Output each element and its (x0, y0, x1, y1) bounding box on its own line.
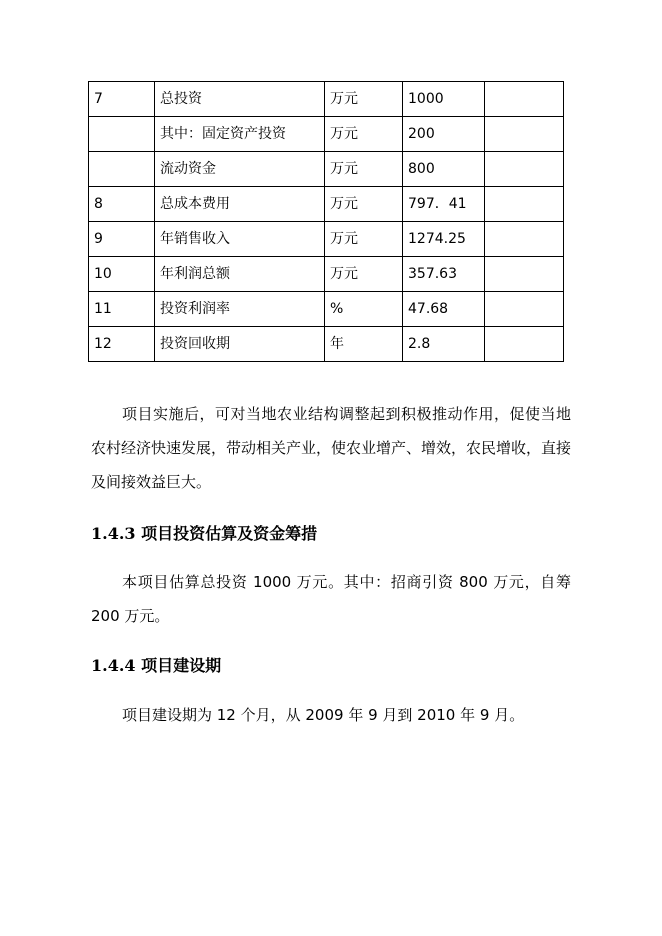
table-cell-item: 总成本费用 (155, 187, 325, 222)
table-cell-note (485, 327, 564, 362)
table-row (89, 187, 564, 222)
section-heading-construction-period: 1.4.4 项目建设期 (91, 656, 222, 675)
table-cell-note (485, 82, 564, 117)
table-cell-item: 投资回收期 (155, 327, 325, 362)
table-cell-index: 8 (89, 187, 155, 222)
table-cell-unit: % (325, 292, 403, 327)
table-cell-value: 1274.25 (403, 222, 485, 257)
table-cell-index: 11 (89, 292, 155, 327)
table-cell-unit: 年 (325, 327, 403, 362)
table-cell-unit: 万元 (325, 117, 403, 152)
table-cell-value: 200 (403, 117, 485, 152)
investment-table (88, 81, 564, 362)
table-cell-value: 357.63 (403, 257, 485, 292)
table-cell-index (89, 152, 155, 187)
construction-period-paragraph: 项目建设期为 12 个月，从 2009 年 9 月到 2010 年 9 月。 (122, 706, 525, 724)
table-cell-item: 年利润总额 (155, 257, 325, 292)
table-row (89, 222, 564, 257)
table-cell-value: 47.68 (403, 292, 485, 327)
table-cell-note (485, 257, 564, 292)
table-cell-value: 797．41 (403, 187, 485, 222)
table-cell-value: 2.8 (403, 327, 485, 362)
table-row (89, 82, 564, 117)
table-cell-item: 流动资金 (155, 152, 325, 187)
table-cell-item: 投资利润率 (155, 292, 325, 327)
table-cell-value: 800 (403, 152, 485, 187)
benefit-paragraph: 项目实施后，可对当地农业结构调整起到积极推动作用，促使当地农村经济快速发展，带动相关产业，使农业增产、增效，农民增收，直接及间接效益巨大。 (91, 405, 572, 491)
table-cell-index: 10 (89, 257, 155, 292)
table-cell-unit: 万元 (325, 82, 403, 117)
table-cell-index: 7 (89, 82, 155, 117)
table-cell-note (485, 292, 564, 327)
table-cell-item: 年销售收入 (155, 222, 325, 257)
table-row (89, 327, 564, 362)
table-cell-index: 12 (89, 327, 155, 362)
table-cell-note (485, 117, 564, 152)
table-row (89, 152, 564, 187)
table-cell-unit: 万元 (325, 222, 403, 257)
table-row (89, 117, 564, 152)
table-cell-note (485, 222, 564, 257)
table-cell-note (485, 187, 564, 222)
investment-paragraph: 本项目估算总投资 1000 万元。其中：招商引资 800 万元，自筹 200 万元。 (91, 573, 571, 625)
table-cell-value: 1000 (403, 82, 485, 117)
table-cell-index: 9 (89, 222, 155, 257)
table-cell-item: 总投资 (155, 82, 325, 117)
table-cell-unit: 万元 (325, 187, 403, 222)
table-cell-item: 其中：固定资产投资 (155, 117, 325, 152)
table-row (89, 292, 564, 327)
section-heading-investment: 1.4.3 项目投资估算及资金筹措 (91, 524, 318, 543)
table-row (89, 257, 564, 292)
table-cell-unit: 万元 (325, 257, 403, 292)
table-cell-note (485, 152, 564, 187)
table-cell-index (89, 117, 155, 152)
table-cell-unit: 万元 (325, 152, 403, 187)
